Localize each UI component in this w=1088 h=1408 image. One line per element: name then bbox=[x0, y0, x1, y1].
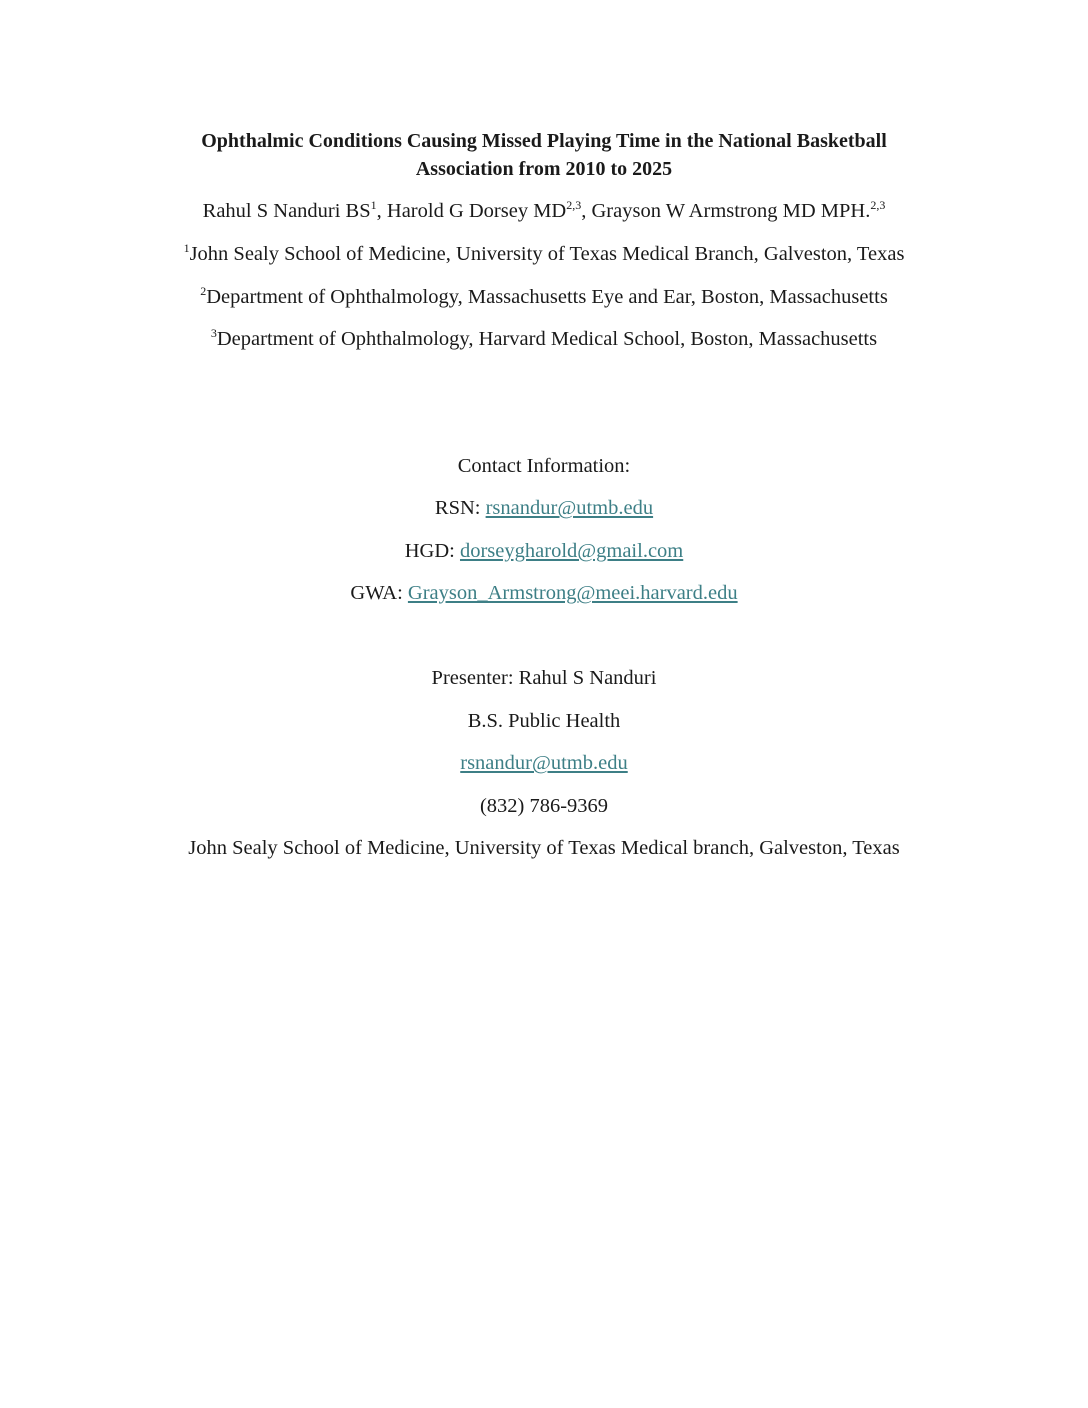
email-link[interactable]: rsnandur@utmb.edu bbox=[485, 497, 654, 519]
presenter-email-line bbox=[0, 750, 1088, 776]
affiliation-number: 1 bbox=[183, 241, 190, 255]
contact-entry-gwa bbox=[0, 580, 1088, 606]
presenter-degree: B.S. Public Health bbox=[467, 710, 621, 732]
affiliation-number: 3 bbox=[210, 326, 217, 340]
presenter-institution: John Sealy School of Medicine, University of Texas Medical branch, Galveston, Texas bbox=[188, 837, 900, 859]
affiliation-text: Department of Ophthalmology, Massachusetts Eye and Ear, Boston, Massachusetts bbox=[206, 286, 888, 308]
contact-heading: Contact Information: bbox=[457, 455, 631, 477]
contact-label: GWA: bbox=[350, 582, 408, 604]
affiliation-2 bbox=[0, 284, 1088, 310]
affiliation-1 bbox=[0, 241, 1088, 267]
email-link[interactable]: dorseygharold@gmail.com bbox=[459, 540, 684, 562]
author-name: Rahul S Nanduri BS bbox=[202, 200, 371, 222]
email-link[interactable]: Grayson_Armstrong@meei.harvard.edu bbox=[407, 582, 738, 604]
author-affiliation-marker: 2,3 bbox=[566, 198, 582, 212]
affiliation-3 bbox=[0, 326, 1088, 352]
author-separator: , bbox=[376, 200, 387, 222]
affiliation-number: 2 bbox=[200, 284, 207, 298]
author-affiliation-marker: 1 bbox=[370, 198, 377, 212]
contact-entry-rsn bbox=[0, 495, 1088, 521]
author-list bbox=[0, 198, 1088, 224]
contact-entry-hgd bbox=[0, 538, 1088, 564]
presenter-email-link[interactable]: rsnandur@utmb.edu bbox=[460, 752, 628, 774]
author-affiliation-marker: 2,3 bbox=[870, 198, 886, 212]
contact-label: HGD: bbox=[404, 540, 460, 562]
author-name: Grayson W Armstrong MD MPH. bbox=[591, 200, 871, 222]
presenter-line: Presenter: Rahul S Nanduri bbox=[431, 667, 657, 689]
presenter-phone: (832) 786-9369 bbox=[479, 795, 609, 817]
affiliation-text: John Sealy School of Medicine, University of Texas Medical Branch, Galveston, Texas bbox=[189, 243, 905, 265]
title-line-2: Association from 2010 to 2025 bbox=[415, 158, 673, 180]
author-separator: , bbox=[581, 200, 592, 222]
contact-label: RSN: bbox=[434, 497, 486, 519]
affiliation-text: Department of Ophthalmology, Harvard Medical School, Boston, Massachusetts bbox=[216, 328, 878, 350]
title-line-1: Ophthalmic Conditions Causing Missed Playing Time in the National Basketball bbox=[201, 130, 887, 152]
author-name: Harold G Dorsey MD bbox=[386, 200, 567, 222]
